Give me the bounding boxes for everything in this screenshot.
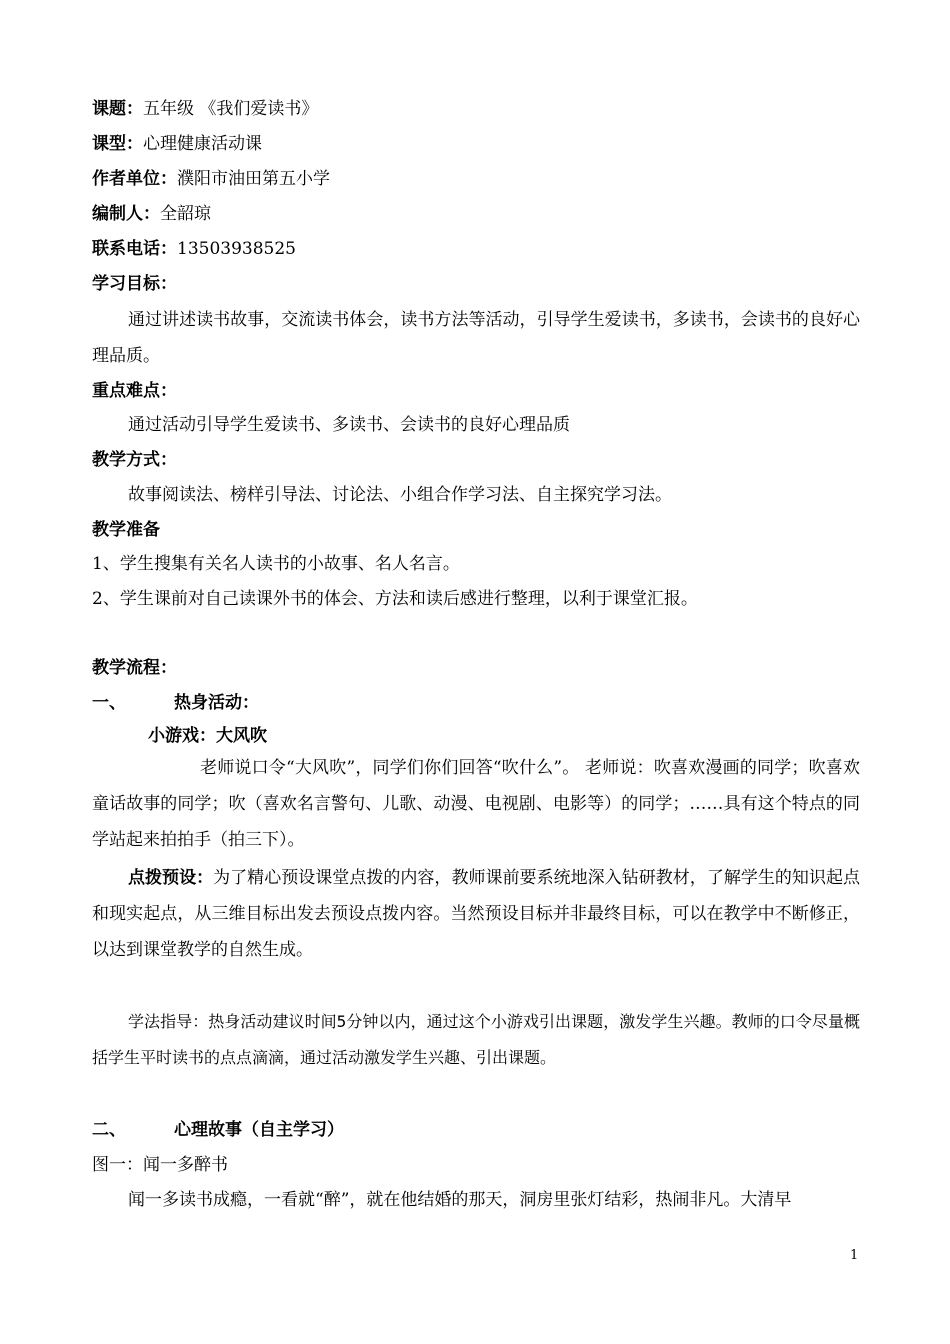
- preparation-heading: 教学准备: [92, 520, 160, 540]
- goals-text: 通过讲述读书故事，交流读书体会，读书方法等活动，引导学生爱读书，多读书，会读书的良好心理品质。: [92, 310, 860, 366]
- type-line: [92, 133, 262, 155]
- tip-paragraph: [92, 860, 860, 968]
- author-line: [92, 203, 211, 225]
- methods-heading: 教学方式：: [92, 450, 177, 470]
- topic-line: [92, 98, 318, 120]
- section2-title: 心理故事（自主学习）: [174, 1120, 344, 1140]
- topic-value: 五年级 《我们爱读书》: [143, 99, 319, 119]
- goals-heading: 学习目标：: [92, 274, 177, 294]
- type-label: 课型：: [92, 134, 143, 154]
- author-label: 编制人：: [92, 204, 160, 224]
- process-heading: 教学流程：: [92, 658, 177, 678]
- section1-title: 热身活动：: [174, 693, 259, 713]
- section1-number: 一、: [92, 693, 126, 713]
- phone-line: [92, 238, 296, 260]
- page-number: 1: [850, 1248, 859, 1263]
- section2-number: 二、: [92, 1120, 126, 1140]
- unit-value: 濮阳市油田第五小学: [177, 169, 330, 189]
- figure-title: 图一：闻一多醉书: [92, 1155, 228, 1175]
- game-title: 小游戏：大风吹: [148, 726, 267, 746]
- methods-text: 故事阅读法、榜样引导法、讨论法、小组合作学习法、自主探究学习法。: [128, 485, 672, 505]
- preparation-item: 2、学生课前对自己读课外书的体会、方法和读后感进行整理，以利于课堂汇报。: [92, 589, 698, 609]
- type-value: 心理健康活动课: [143, 134, 262, 154]
- phone-value: 13503938525: [177, 239, 296, 259]
- author-value: 全韶琼: [160, 204, 211, 224]
- topic-label: 课题：: [92, 99, 143, 119]
- guide-paragraph: 学法指导：热身活动建议时间5分钟以内，通过这个小游戏引出课题，激发学生兴趣。教师的口令尽量概括学生平时读书的点点滴滴，通过活动激发学生兴趣、引出课题。: [92, 1012, 860, 1067]
- phone-label: 联系电话：: [92, 239, 177, 259]
- tip-label: 点拨预设：: [128, 868, 214, 888]
- key-points-heading: 重点难点：: [92, 381, 177, 401]
- unit-line: [92, 168, 330, 190]
- game-text: 老师说口令“大风吹”，同学们你们回答“吹什么”。 老师说：吹喜欢漫画的同学；吹喜欢童话故事的同学；吹（喜欢名言警句、儿歌、动漫、电视剧、电影等）的同学；……具有这个特点的同学站起来拍拍手（拍三下）。: [92, 758, 860, 850]
- preparation-item: 1、学生搜集有关名人读书的小故事、名人名言。: [92, 554, 460, 574]
- section2-heading: [92, 1119, 344, 1141]
- tip-text: 为了精心预设课堂点拨的内容，教师课前要系统地深入钻研教材，了解学生的知识起点和现实起点，从三维目标出发去预设点拨内容。当然预设目标并非最终目标，可以在教学中不断修正，以达到课堂教学的自然生成。: [92, 868, 861, 960]
- section1-heading: [92, 692, 259, 714]
- key-points-text: 通过活动引导学生爱读书、多读书、会读书的良好心理品质: [128, 415, 570, 435]
- story-text: 闻一多读书成瘾，一看就“醉”，就在他结婚的那天，洞房里张灯结彩，热闹非凡。大清早: [128, 1190, 792, 1210]
- unit-label: 作者单位：: [92, 169, 177, 189]
